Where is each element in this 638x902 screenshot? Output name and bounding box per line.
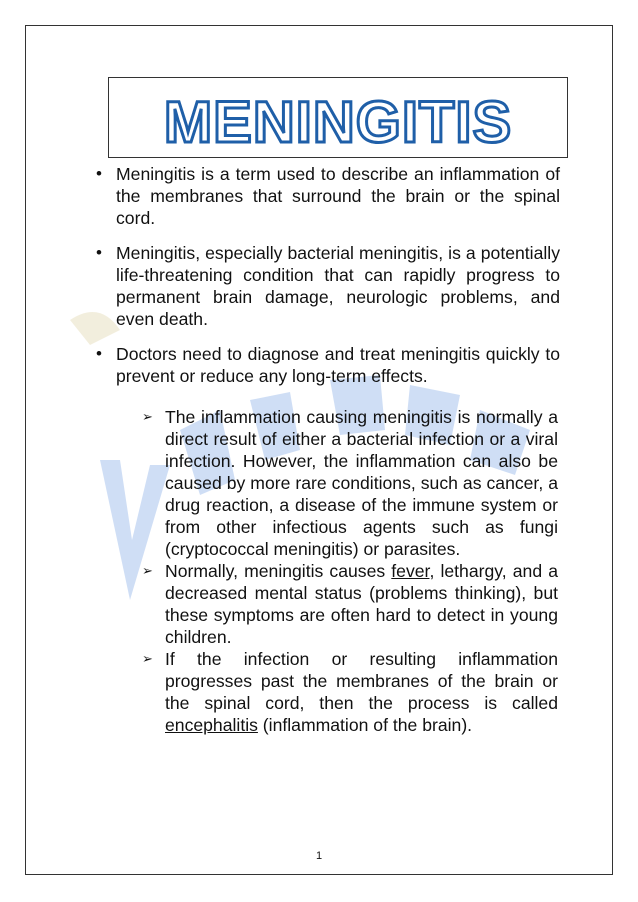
list-item xyxy=(142,560,558,648)
list-item xyxy=(92,343,560,387)
list-item xyxy=(142,406,558,560)
bullet-icon: • xyxy=(96,243,102,262)
sub-bullet-text: , lethargy, and a decreased mental status (problems thinking), but these symptoms are often hard to detect in young children. xyxy=(165,561,558,647)
sub-bullet-text: The inflammation causing meningitis is normally a direct result of either a bacterial infection or a viral infection. However, the inflammation can also be caused by more rare conditions, such as cancer, a drug reaction, a disease of the immune system or from other infectious agents such as fungi (cryptococcal meningitis) or parasites. xyxy=(165,407,558,559)
arrow-bullet-icon: ➢ xyxy=(142,409,153,424)
sub-bullet-list xyxy=(142,406,558,736)
encephalitis-link[interactable]: encephalitis xyxy=(165,715,258,735)
list-item xyxy=(92,163,560,229)
title-wordart xyxy=(109,78,567,157)
sub-bullet-text: If the infection or resulting inflammation progresses past the membranes of the brain or the spinal cord, then the process is called xyxy=(165,649,558,713)
sub-bullet-text: (inflammation of the brain). xyxy=(257,715,473,735)
bullet-text: Doctors need to diagnose and treat meningitis quickly to prevent or reduce any long-term effects. xyxy=(116,344,560,386)
list-item xyxy=(92,242,560,330)
title-box xyxy=(108,77,568,158)
page-title: MENINGITIS xyxy=(163,90,513,155)
arrow-bullet-icon: ➢ xyxy=(142,563,153,578)
main-bullet-list xyxy=(92,163,560,400)
bullet-text: Meningitis, especially bacterial meningitis, is a potentially life-threatening condition that can rapidly progress to permanent brain damage, neurologic problems, and even death. xyxy=(116,243,560,329)
sub-bullet-text: Normally, meningitis causes xyxy=(165,561,392,581)
bullet-text: Meningitis is a term used to describe an inflammation of the membranes that surround the brain or the spinal cord. xyxy=(116,164,560,228)
page-number: 1 xyxy=(315,850,323,862)
fever-link[interactable]: fever xyxy=(391,561,430,581)
bullet-icon: • xyxy=(96,164,102,183)
bullet-icon: • xyxy=(96,344,102,363)
arrow-bullet-icon: ➢ xyxy=(142,651,153,666)
list-item xyxy=(142,648,558,736)
